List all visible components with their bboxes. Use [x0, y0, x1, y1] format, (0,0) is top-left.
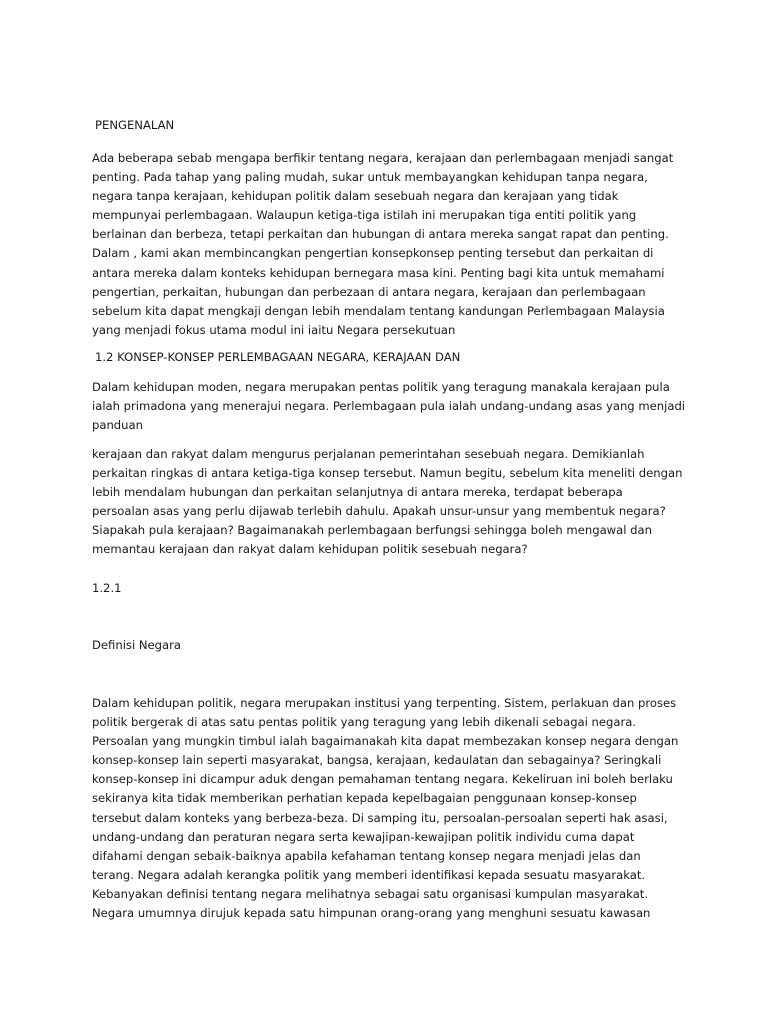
paragraph-line: Dalam kehidupan moden, negara merupakan pentas politik yang teragung manakala kerajaan pula	[92, 380, 670, 394]
subsection-number: 1.2.1	[92, 581, 122, 595]
paragraph-line: Siapakah pula kerajaan? Bagaimanakah perlembagaan berfungsi sehingga boleh mengawal dan	[92, 523, 652, 538]
paragraph-line: kerajaan dan rakyat dalam mengurus perjalanan pemerintahan sesebuah negara. Demikianlah	[92, 447, 645, 461]
paragraph-line: sekiranya kita tidak memberikan perhatian kepada kepelbagaian penggunaan konsep-konsep	[92, 791, 637, 806]
paragraph-line: tersebut dalam konteks yang berbeza-beza. Di samping itu, persoalan-persoalan seperti hak asasi,	[92, 810, 668, 825]
paragraph-line: Dalam kehidupan politik, negara merupakan institusi yang terpenting. Sistem, perlakuan dan proses	[92, 696, 677, 710]
paragraph-line: undang-undang dan peraturan negara serta kewajipan-kewajipan politik individu cuma dapat	[92, 829, 635, 844]
paragraph-line: Kebanyakan definisi tentang negara melihatnya sebagai satu organisasi kumpulan masyarakat.	[92, 886, 649, 901]
paragraph-line: persoalan asas yang perlu dijawab terlebih dahulu. Apakah unsur-unsur yang membentuk negara?	[92, 504, 666, 519]
paragraph-line: sebelum kita dapat mengkaji dengan lebih mendalam tentang kandungan Perlembagaan Malaysia	[92, 303, 665, 318]
paragraph-line: mempunyai perlembagaan. Walaupun ketiga-tiga istilah ini merupakan tiga entiti politik yang	[92, 208, 637, 223]
intro-paragraph	[92, 149, 692, 340]
paragraph-line: ialah primadona yang menerajui negara. Perlembagaan pula ialah undang-undang asas yang menjadi	[92, 399, 686, 414]
section-heading: 1.2 KONSEP-KONSEP PERLEMBAGAAN NEGARA, KERAJAAN DAN	[95, 350, 461, 364]
paragraph-line: Ada beberapa sebab mengapa berfikir tentang negara, kerajaan dan perlembagaan menjadi sangat	[92, 151, 674, 165]
paragraph-line: memantau kerajaan dan rakyat dalam kehidupan politik sesebuah negara?	[92, 542, 528, 557]
subsection-title: Definisi Negara	[92, 638, 182, 652]
paragraph-line: Dalam , kami akan membincangkan pengertian konsepkonsep penting tersebut dan perkaitan di	[92, 246, 654, 261]
paragraph-line: antara mereka dalam konteks kehidupan bernegara masa kini. Penting bagi kita untuk memahami	[92, 265, 665, 280]
paragraph-line: difahami dengan sebaik-baiknya apabila kefahaman tentang konsep negara menjadi jelas dan	[92, 848, 641, 863]
section-paragraph-2	[92, 445, 692, 560]
paragraph-line: perkaitan ringkas di antara ketiga-tiga konsep tersebut. Namun begitu, sebelum kita meneliti dengan	[92, 466, 683, 481]
paragraph-line: panduan	[92, 418, 143, 433]
paragraph-line: pengertian, perkaitan, hubungan dan perbezaan di antara negara, kerajaan dan perlembagaan	[92, 284, 646, 299]
paragraph-line: Negara umumnya dirujuk kepada satu himpunan orang-orang yang menghuni sesuatu kawasan	[92, 906, 651, 921]
paragraph-line: negara tanpa kerajaan, kehidupan politik dalam sesebuah negara dan kerajaan yang tidak	[92, 189, 619, 204]
paragraph-line: terang. Negara adalah kerangka politik yang memberi identifikasi kepada sesuatu masyarakat.	[92, 867, 646, 882]
paragraph-line: yang menjadi fokus utama modul ini iaitu Negara persekutuan	[92, 322, 456, 337]
paragraph-line: konsep-konsep ini dicampur aduk dengan pemahaman tentang negara. Kekeliruan ini boleh berlaku	[92, 772, 673, 787]
definition-paragraph	[92, 694, 692, 923]
paragraph-line: berlainan dan berbeza, tetapi perkaitan dan hubungan di antara mereka sangat rapat dan penting.	[92, 227, 669, 242]
paragraph-line: penting. Pada tahap yang paling mudah, sukar untuk membayangkan kehidupan tanpa negara,	[92, 170, 648, 185]
paragraph-line: konsep-konsep lain seperti masyarakat, bangsa, kerajaan, kedaulatan dan sebagainya? Seringkali	[92, 753, 662, 768]
intro-heading: PENGENALAN	[95, 118, 175, 132]
paragraph-line: politik bergerak di atas satu pentas politik yang teragung yang lebih dikenali sebagai negara.	[92, 715, 637, 730]
section-paragraph-1	[92, 378, 692, 435]
paragraph-line: lebih mendalam hubungan dan perkaitan selanjutnya di antara mereka, terdapat beberapa	[92, 485, 623, 500]
paragraph-line: Persoalan yang mungkin timbul ialah bagaimanakah kita dapat membezakan konsep negara dengan	[92, 734, 679, 749]
